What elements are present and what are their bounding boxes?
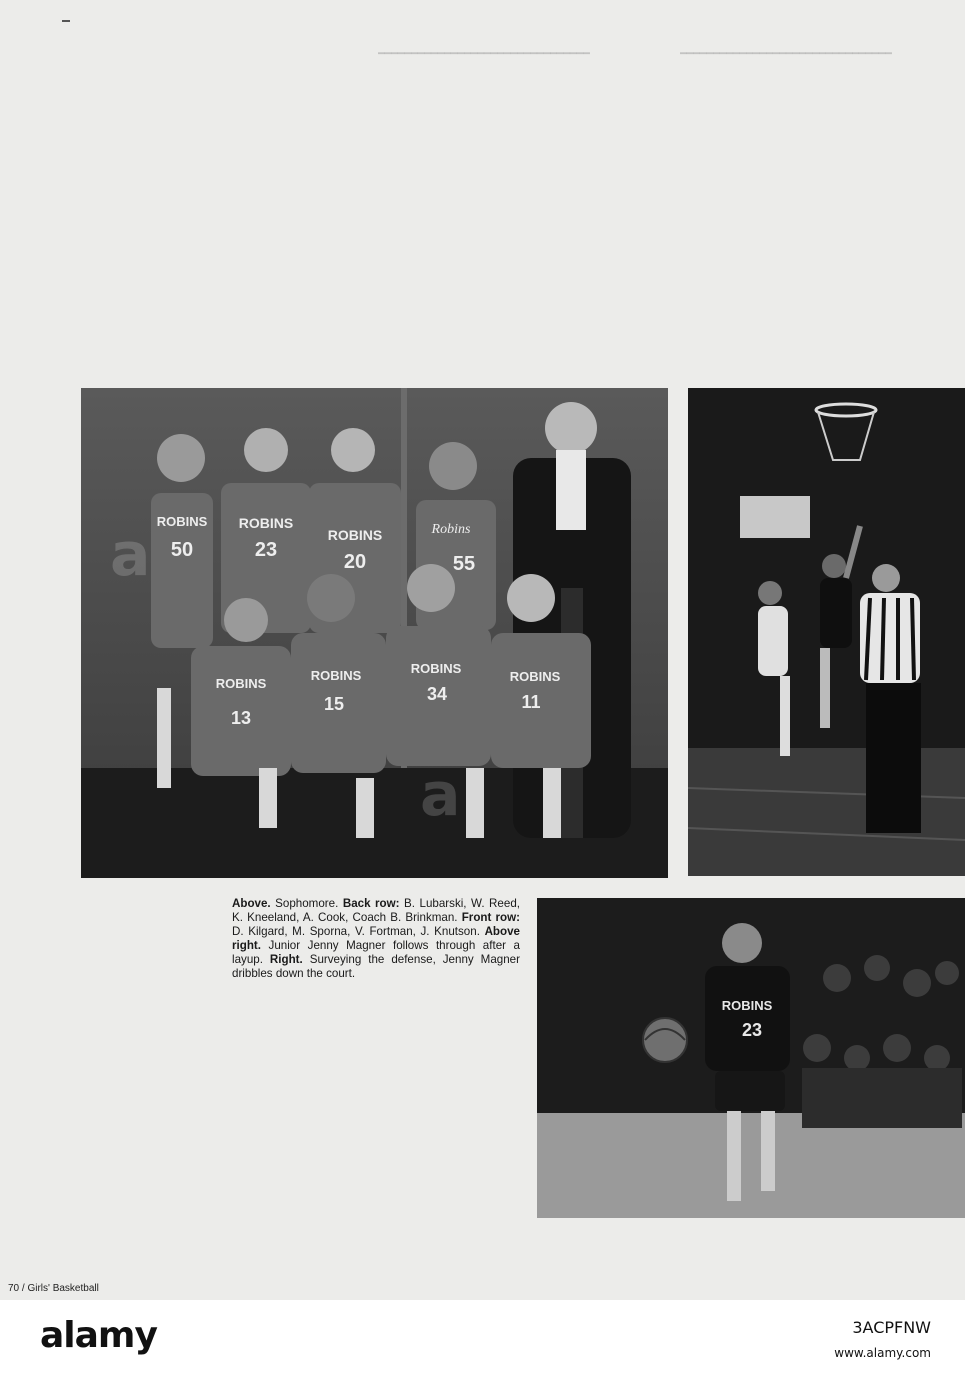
backboard bbox=[740, 496, 810, 538]
layup-photo-image bbox=[688, 388, 965, 876]
jersey-number: 55 bbox=[452, 553, 476, 575]
scan-mark bbox=[62, 20, 70, 22]
team-photo-image bbox=[81, 388, 668, 878]
jersey-number: 23 bbox=[254, 539, 278, 561]
jersey-number: 11 bbox=[521, 692, 541, 712]
jersey-text: ROBINS bbox=[238, 515, 294, 531]
jersey-text: ROBINS bbox=[721, 998, 773, 1013]
jersey-text: ROBINS bbox=[156, 514, 208, 529]
jersey-text: ROBINS bbox=[215, 676, 267, 691]
page-folio: 70 / Girls' Basketball bbox=[8, 1283, 99, 1294]
watermark-logo: alamy bbox=[40, 1315, 157, 1356]
caption-label-back-row: Back row: bbox=[342, 897, 400, 910]
caption-label-above: Above. bbox=[232, 897, 271, 910]
jersey-number: 15 bbox=[323, 694, 345, 714]
jersey-text: ROBINS bbox=[327, 527, 383, 543]
photo-caption bbox=[232, 897, 520, 981]
caption-text: Surveying the defense, Jenny Magner dribbles down the court. bbox=[232, 953, 520, 980]
jersey-number: 20 bbox=[343, 551, 367, 573]
bleed-through-text: ━━━━━━━━━━━━━━━━━━━━━━━━━━━━━━━━ bbox=[378, 48, 590, 60]
jersey-number: 50 bbox=[170, 539, 194, 561]
watermark-url: www.alamy.com bbox=[834, 1346, 931, 1360]
caption-label-right: Right. bbox=[269, 953, 303, 966]
caption-text: B. Lubarski, W. Reed, K. Kneeland, A. Cook, Coach B. Brinkman. bbox=[232, 897, 520, 924]
jersey-text: ROBINS bbox=[310, 668, 362, 683]
dribble-photo-image bbox=[537, 898, 965, 1218]
jersey-text: ROBINS bbox=[509, 669, 561, 684]
caption-label-above-right: Above right. bbox=[232, 925, 520, 952]
jersey-text: Robins bbox=[431, 522, 471, 537]
caption-label-front-row: Front row: bbox=[461, 911, 520, 924]
dribble-photo bbox=[537, 898, 965, 1218]
layup-photo bbox=[688, 388, 965, 876]
basketball bbox=[643, 1018, 687, 1062]
jersey-number: 34 bbox=[426, 684, 448, 704]
jersey-number: 23 bbox=[741, 1020, 763, 1040]
jersey-number: 13 bbox=[230, 708, 252, 728]
referee bbox=[860, 564, 921, 833]
caption-text: D. Kilgard, M. Sporna, V. Fortman, J. Knutson. bbox=[232, 925, 485, 938]
bleed-through-text: ━━━━━━━━━━━━━━━━━━━━━━━━━━━━━━━━ bbox=[680, 48, 892, 60]
caption-text: Junior Jenny Magner follows through after a layup. bbox=[232, 939, 520, 966]
team-photo bbox=[81, 388, 668, 878]
caption-text: Sophomore. bbox=[270, 897, 343, 910]
jersey-text: ROBINS bbox=[410, 661, 462, 676]
watermark-image-id: 3ACPFNW bbox=[852, 1318, 931, 1337]
